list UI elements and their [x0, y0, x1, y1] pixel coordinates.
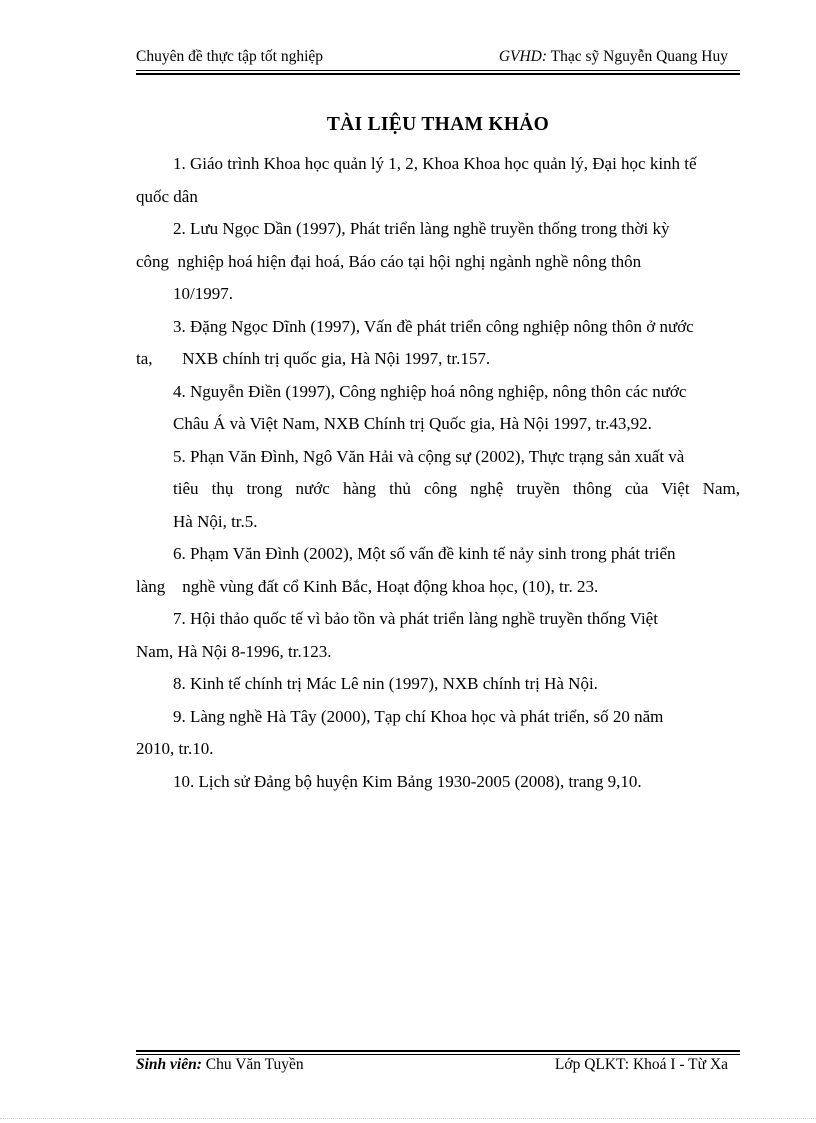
page-header [136, 48, 740, 70]
reference-item [136, 603, 740, 668]
footer-student-name: Chu Văn Tuyền [205, 1056, 304, 1073]
reference-line: 5. Phạn Văn Đình, Ngô Văn Hải và cộng sự (2002), Thực trạng sản xuất và [173, 446, 685, 466]
reference-line: 10/1997. [173, 284, 233, 303]
reference-item [136, 668, 740, 701]
reference-line: quốc dân [136, 186, 198, 206]
reference-line: Nam, Hà Nội 8-1996, tr.123. [136, 641, 332, 661]
footer-class [555, 1056, 728, 1074]
header-rule [136, 70, 740, 75]
reference-line: tiêu thụ trong nước hàng thủ công nghệ truyền thông của Việt Nam, [173, 479, 740, 498]
footer-class-value: Khoá I - Từ Xa [632, 1056, 728, 1073]
footer-rule [136, 1050, 740, 1055]
header-advisor-label: GVHD: [498, 48, 548, 65]
reference-line: 6. Phạm Văn Đình (2002), Một số vấn đề kinh tế nảy sinh trong phát triển [173, 544, 676, 563]
reference-line: công nghiệp hoá hiện đại hoá, Báo cáo tại hội nghị ngành nghề nông thôn [136, 251, 642, 271]
page-edge-dotted-line [0, 1118, 816, 1119]
reference-item [136, 538, 740, 603]
header-advisor-name: Thạc sỹ Nguyễn Quang Huy [550, 48, 728, 65]
reference-line: Châu Á và Việt Nam, NXB Chính trị Quốc gia, Hà Nội 1997, tr.43,92. [173, 414, 652, 433]
reference-line: 9. Làng nghề Hà Tây (2000), Tạp chí Khoa học và phát triển, số 20 năm [173, 706, 664, 726]
reference-line: 2010, tr.10. [136, 739, 214, 758]
footer-student [136, 1056, 304, 1074]
footer-class-label: Lớp QLKT: [554, 1056, 630, 1073]
reference-item [136, 311, 740, 376]
reference-item [136, 441, 740, 539]
reference-line: 1. Giáo trình Khoa học quản lý 1, 2, Khoa Khoa học quản lý, Đại học kinh tế [173, 154, 697, 173]
header-advisor [499, 48, 728, 66]
reference-line: ta, NXB chính trị quốc gia, Hà Nội 1997, tr.157. [136, 349, 491, 368]
reference-line: Hà Nội, tr.5. [173, 511, 258, 531]
reference-item [136, 701, 740, 766]
reference-line: 7. Hội thảo quốc tế vì bảo tồn và phát triển làng nghề truyền thống Việt [173, 609, 658, 628]
header-document-type: Chuyên đề thực tập tốt nghiệp [136, 48, 324, 65]
reference-item [136, 148, 740, 213]
reference-list [136, 148, 740, 798]
reference-item [136, 213, 740, 311]
reference-line: 8. Kinh tế chính trị Mác Lê nin (1997), NXB chính trị Hà Nội. [173, 674, 598, 693]
reference-line: 4. Nguyễn Điền (1997), Công nghiệp hoá nông nghiệp, nông thôn các nước [173, 381, 687, 401]
reference-item [136, 766, 740, 799]
page-title: TÀI LIỆU THAM KHẢO [326, 114, 550, 135]
footer-student-label: Sinh viên: [136, 1056, 202, 1073]
reference-line: làng nghề vùng đất cổ Kinh Bắc, Hoạt động khoa học, (10), tr. 23. [136, 576, 599, 596]
reference-line: 3. Đặng Ngọc Dĩnh (1997), Vấn đề phát triển công nghiệp nông thôn ở nước [173, 316, 694, 336]
reference-line: 2. Lưu Ngọc Dần (1997), Phát triển làng nghề truyền thống trong thời kỳ [173, 219, 670, 238]
reference-item [136, 376, 740, 441]
reference-line: 10. Lịch sử Đảng bộ huyện Kim Bảng 1930-2005 (2008), trang 9,10. [173, 771, 642, 791]
